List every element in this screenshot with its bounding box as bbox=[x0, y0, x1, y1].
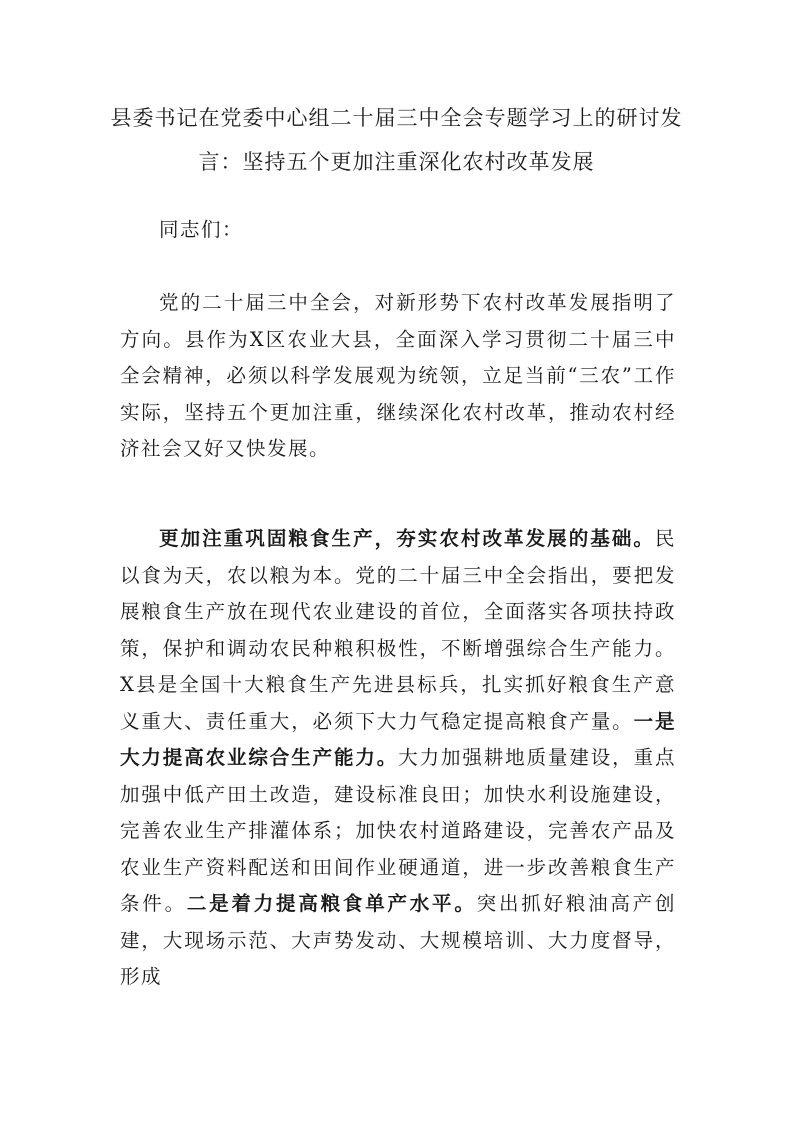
paragraph-grain-production bbox=[120, 521, 676, 996]
paragraph-text: 民以食为天，农以粮为本。党的二十届三中全会指出，要把发展粮食生产放在现代农业建设的首位，全面落实各项扶持政策，保护和调动农民种粮积极性，不断增强综合生产能力。X县是全国十大粮食生产先进县标兵，扎实抓好粮食生产意义重大、责任重大，必须下大力气稳定提高粮食产量。 bbox=[120, 527, 676, 733]
paragraph-text: 突出抓好粮油高产创建，大现场示范、大声势发动、大规模培训、大力度督导，形成 bbox=[120, 892, 676, 988]
point-heading-one: 一是大力提高农业综合生产能力。 bbox=[120, 709, 676, 769]
point-heading-two: 二是着力提高粮食单产水平。 bbox=[186, 892, 477, 915]
paragraph-text: 大力加强耕地质量建设，重点加强中低产田土改造，建设标准良田；加快水利设施建设，完善农业生产排灌体系；加快农村道路建设，完善农产品及农业生产资料配送和田间作业硬通道，进一步改善粮食生产条件。 bbox=[120, 746, 676, 915]
section-heading: 更加注重巩固粮食生产，夯实农村改革发展的基础。 bbox=[159, 527, 655, 550]
paragraph-intro: 党的二十届三中全会，对新形势下农村改革发展指明了方向。县作为X区农业大县，全面深入学习贯彻二十届三中全会精神，必须以科学发展观为统领，立足当前“三农”工作实际，坚持五个更加注重，继续深化农村改革，推动农村经济社会又好又快发展。 bbox=[120, 291, 676, 460]
salutation: 同志们： bbox=[159, 218, 244, 241]
document-title: 县委书记在党委中心组二十届三中全会专题学习上的研讨发言：坚持五个更加注重深化农村改革发展 bbox=[110, 106, 683, 174]
